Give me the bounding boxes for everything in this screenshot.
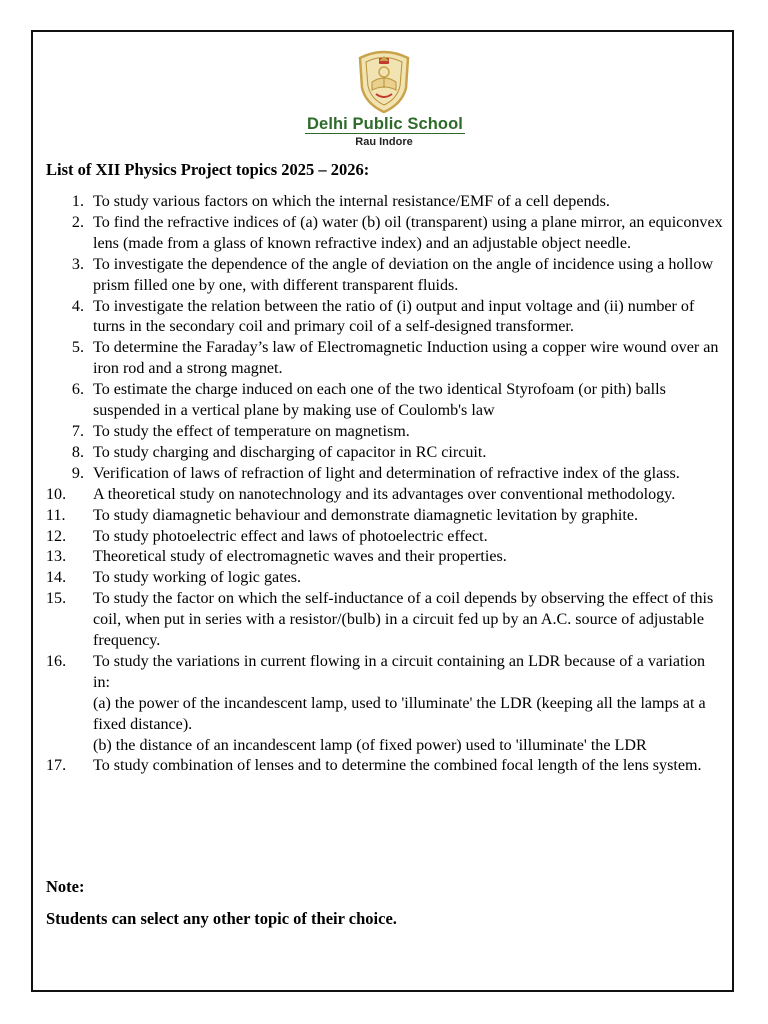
topic-text: Verification of laws of refraction of light and determination of refractive index of the glass. bbox=[93, 464, 680, 482]
topic-text: A theoretical study on nanotechnology and its advantages over conventional methodology. bbox=[93, 485, 676, 503]
topic-text: To study charging and discharging of capacitor in RC circuit. bbox=[93, 443, 487, 461]
note-label: Note: bbox=[46, 877, 85, 896]
topic-item bbox=[46, 547, 726, 568]
topic-item bbox=[46, 485, 726, 506]
topic-item bbox=[46, 338, 726, 380]
topic-number: 17. bbox=[46, 757, 67, 775]
topic-item bbox=[46, 192, 726, 213]
topic-text: To study working of logic gates. bbox=[93, 569, 302, 587]
topic-number: 1. bbox=[71, 193, 84, 210]
topic-text: To determine the Faraday’s law of Electromagnetic Induction using a copper wire wound over an iron rod and a strong magnet. bbox=[93, 339, 719, 378]
topic-text: To find the refractive indices of (a) water (b) oil (transparent) using a plane mirror, an equiconvex lens (made from a glass of known refractive index) and an adjustable object needle. bbox=[93, 213, 723, 252]
topic-text: To study the factor on which the self-inductance of a coil depends by observing the effect of this coil, when put in series with a resistor/(bulb) in a circuit fed up by an A.C. source of adjustable frequency. bbox=[93, 590, 714, 650]
topic-number: 3. bbox=[71, 255, 84, 273]
topic-number: 4. bbox=[71, 297, 84, 315]
topic-number: 2. bbox=[71, 213, 84, 231]
topic-subitem: (a) the power of the incandescent lamp, used to 'illuminate' the LDR (keeping all the lamps at a fixed distance). bbox=[93, 694, 706, 733]
topic-item bbox=[46, 756, 726, 777]
school-name: Delhi Public School bbox=[307, 115, 463, 133]
topic-item bbox=[46, 443, 726, 464]
topic-text: To study various factors on which the internal resistance/EMF of a cell depends. bbox=[93, 193, 610, 210]
topic-number: 14. bbox=[46, 569, 67, 587]
topic-item bbox=[46, 464, 726, 485]
topic-number: 10. bbox=[46, 485, 67, 503]
topic-item bbox=[46, 255, 726, 297]
topic-number: 11. bbox=[46, 506, 66, 524]
school-crest-logo bbox=[354, 44, 414, 114]
topic-text: To study the variations in current flowing in a circuit containing an LDR because of a variation in: bbox=[93, 652, 706, 691]
topic-number: 12. bbox=[46, 527, 67, 545]
topic-text: To study the effect of temperature on magnetism. bbox=[93, 422, 410, 440]
topic-text: To study photoelectric effect and laws of photoelectric effect. bbox=[93, 527, 488, 545]
topic-text: To investigate the relation between the ratio of (i) output and input voltage and (ii) number of turns in the secondary coil and primary coil of a self-designed transformer. bbox=[93, 297, 695, 336]
topic-text: To study diamagnetic behaviour and demonstrate diamagnetic levitation by graphite. bbox=[93, 506, 639, 524]
topic-text: To investigate the dependence of the angle of deviation on the angle of incidence using a hollow prism filled one by one, with different transparent fluids. bbox=[93, 255, 714, 294]
topic-number: 16. bbox=[46, 652, 67, 670]
topic-item bbox=[46, 213, 726, 255]
topic-number: 9. bbox=[71, 464, 84, 482]
topic-item bbox=[46, 652, 726, 757]
school-location: Rau Indore bbox=[355, 136, 413, 148]
topic-item bbox=[46, 297, 726, 339]
topic-text: To estimate the charge induced on each one of the two identical Styrofoam (or pith) balls suspended in a vertical plane by making use of Coulomb's law bbox=[93, 381, 666, 420]
topic-number: 6. bbox=[71, 381, 84, 399]
topic-subitem: (b) the distance of an incandescent lamp (of fixed power) used to 'illuminate' the LDR bbox=[93, 736, 647, 754]
topic-number: 15. bbox=[46, 590, 67, 608]
topic-item bbox=[46, 527, 726, 548]
topic-number: 5. bbox=[71, 339, 84, 357]
topic-text: To study combination of lenses and to determine the combined focal length of the lens system. bbox=[93, 757, 702, 775]
topic-item bbox=[46, 589, 726, 652]
document-heading: List of XII Physics Project topics 2025 – 2026: bbox=[46, 160, 370, 179]
project-topics-list bbox=[46, 192, 726, 777]
school-name-underline bbox=[305, 133, 465, 134]
topic-item bbox=[46, 568, 726, 589]
topic-item bbox=[46, 506, 726, 527]
topic-item bbox=[46, 380, 726, 422]
topic-text: Theoretical study of electromagnetic waves and their properties. bbox=[93, 548, 507, 566]
topic-number: 7. bbox=[71, 422, 84, 440]
topic-number: 13. bbox=[46, 548, 67, 566]
topic-item bbox=[46, 422, 726, 443]
topic-number: 8. bbox=[71, 443, 84, 461]
note-text: Students can select any other topic of their choice. bbox=[46, 909, 397, 928]
